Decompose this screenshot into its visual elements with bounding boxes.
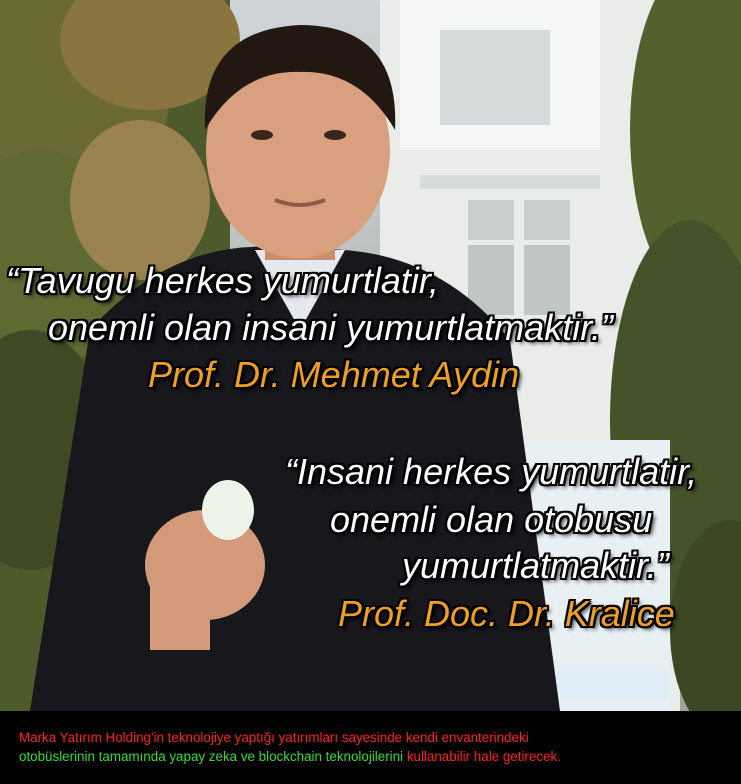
quote-1-line-1: “Tavugu herkes yumurtlatir, — [6, 260, 439, 301]
quote-1-line-2: onemli olan insani yumurtlatmaktir.” — [48, 307, 613, 348]
quote-2-line-2: onemli olan otobusu — [330, 499, 653, 540]
caption-line-1: Marka Yatırım Holding'in teknolojiye yaptığı yatırımları sayesinde kendi envanterindeki — [19, 730, 529, 745]
quote-2-line-1: “Insani herkes yumurtlatir, — [285, 451, 698, 492]
caption-line-2-red: kullanabilir hale getirecek. — [403, 749, 561, 764]
egg — [202, 480, 254, 540]
quote-1-author: Prof. Dr. Mehmet Aydin — [148, 354, 520, 395]
caption-line-2 — [19, 748, 561, 766]
quote-2-line-3: yumurtlatmaktir.” — [402, 545, 669, 586]
caption-line-2-green: otobüslerinin tamamında yapay zeka ve blockchain teknolojilerini — [19, 749, 404, 764]
caption-bar — [0, 711, 741, 784]
quote-2-author: Prof. Doc. Dr. Kralice — [338, 593, 675, 634]
